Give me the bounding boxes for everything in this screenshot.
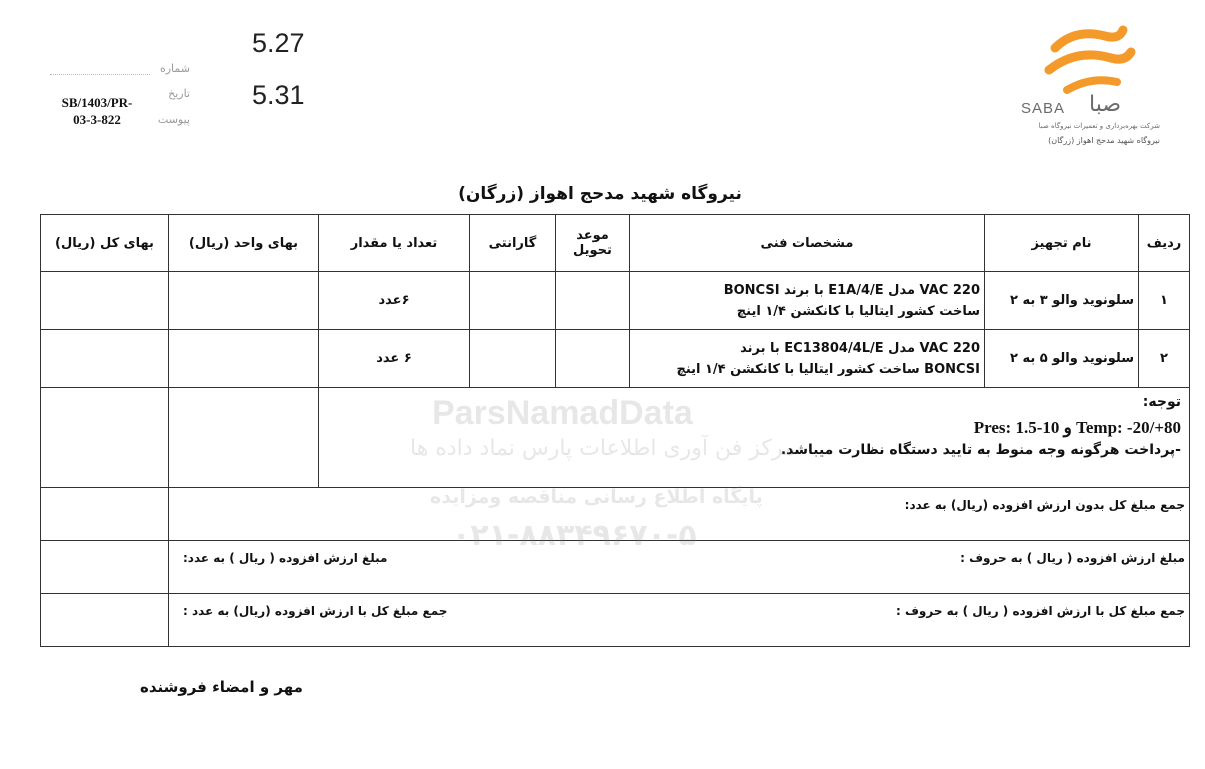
vat-value[interactable] [41, 541, 169, 594]
logo-line-1: شرکت بهره‌برداری و تعمیرات نیروگاه صبا [1038, 122, 1160, 130]
notes-cell [319, 388, 1190, 488]
sum-excl-vat-row [41, 488, 1190, 541]
total-incl-vat-cell [169, 594, 1190, 647]
spec-line-1: 220 VAC مدل EC13804/4L/E با برند [740, 340, 980, 356]
header-spec: مشخصات فنی [630, 215, 985, 272]
header-total-price: بهای کل (ریال) [41, 215, 169, 272]
quantity-cell: ۶ عدد [319, 330, 470, 388]
table-row [41, 272, 1190, 330]
total-incl-vat-row [41, 594, 1190, 647]
vat-cell [169, 541, 1190, 594]
note-title: توجه: [1142, 394, 1181, 410]
reference-number [44, 94, 150, 128]
watermark-brand: ParsNamadData [432, 394, 693, 432]
row-no: ۱ [1139, 272, 1190, 330]
delivery-cell[interactable] [556, 330, 630, 388]
vat-row [41, 541, 1190, 594]
header-warranty: گارانتی [470, 215, 556, 272]
header-row-no: ردیف [1139, 215, 1190, 272]
notes-row [41, 388, 1190, 488]
unit-price-cell[interactable] [169, 272, 319, 330]
date-value: 5.31 [252, 80, 305, 110]
equipment-name: سلونوید والو ۳ به ۲ [985, 272, 1139, 330]
table-header-row [41, 215, 1190, 272]
notes-total-price-cell [41, 388, 169, 488]
sum-excl-vat-value[interactable] [41, 488, 169, 541]
date-label: تاریخ [168, 87, 190, 100]
equipment-name: سلونوید والو ۵ به ۲ [985, 330, 1139, 388]
warranty-cell[interactable] [470, 272, 556, 330]
warranty-cell[interactable] [470, 330, 556, 388]
number-label: شماره [159, 62, 190, 75]
quantity-cell: ۶عدد [319, 272, 470, 330]
page-title: نیروگاه شهید مدحج اهواز (زرگان) [458, 184, 742, 204]
saba-emblem-icon [1015, 22, 1165, 102]
watermark-portal-line: پایگاه اطلاع رسانی مناقصه ومزایده [430, 486, 763, 508]
unit-price-cell[interactable] [169, 330, 319, 388]
seal-signature-label: مهر و امضاء فروشنده [140, 678, 303, 696]
header-equipment: نام تجهیز [985, 215, 1139, 272]
watermark-phone: ۰۲۱-۸۸۳۴۹۶۷۰-۵ [452, 518, 697, 553]
price-inquiry-table [40, 214, 1190, 647]
logo-persian: صبا [1089, 92, 1122, 117]
company-logo [1015, 22, 1165, 152]
vat-in-digits-label: مبلغ ارزش افزوده ( ریال ) به عدد: [183, 551, 388, 565]
header-quantity: تعداد یا مقدار [319, 215, 470, 272]
total-incl-vat-value[interactable] [41, 594, 169, 647]
note-payment: -پرداخت هرگونه وجه منوط به تایید دستگاه نظارت میباشد. [780, 442, 1181, 458]
attachment-label: پیوست [157, 113, 190, 126]
number-value: 5.27 [252, 28, 305, 58]
row-no: ۲ [1139, 330, 1190, 388]
watermark-persian-line: مرکز فن آوری اطلاعات پارس نماد داده ها [410, 436, 796, 461]
spec-cell [630, 272, 985, 330]
sum-excl-vat-label: جمع مبلغ کل بدون ارزش افزوده (ریال) به عدد: [169, 488, 1190, 541]
spec-cell [630, 330, 985, 388]
note-pres-temp: Pres: 1.5-10 و Temp: -20/+80 [973, 418, 1181, 437]
spec-line-2: BONCSI ساخت کشور ایتالیا با کانکشن ۱/۴ اینچ [676, 361, 980, 377]
vat-in-words-label: مبلغ ارزش افزوده ( ریال ) به حروف : [960, 551, 1185, 565]
table-row [41, 330, 1190, 388]
total-price-cell[interactable] [41, 272, 169, 330]
total-incl-vat-digits-label: جمع مبلغ کل با ارزش افزوده (ریال) به عدد : [183, 604, 448, 618]
total-price-cell[interactable] [41, 330, 169, 388]
logo-latin: SABA [1021, 100, 1066, 117]
spec-line-1: 220 VAC مدل E1A/4/E با برند BONCSI [723, 282, 980, 298]
reference-line-2: 03-3-822 [73, 112, 121, 127]
header-delivery: موعد تحویل [556, 215, 630, 272]
number-underline [50, 74, 150, 75]
header-unit-price: بهای واحد (ریال) [169, 215, 319, 272]
notes-unit-price-cell [169, 388, 319, 488]
total-incl-vat-words-label: جمع مبلغ کل با ارزش افزوده ( ریال ) به حروف : [896, 604, 1185, 618]
delivery-cell[interactable] [556, 272, 630, 330]
spec-line-2: ساخت کشور ایتالیا با کانکشن ۱/۴ اینچ [736, 303, 980, 319]
logo-line-2: نیروگاه شهید مدحج اهواز (زرگان) [1048, 136, 1160, 145]
reference-line-1: SB/1403/PR- [61, 95, 133, 110]
